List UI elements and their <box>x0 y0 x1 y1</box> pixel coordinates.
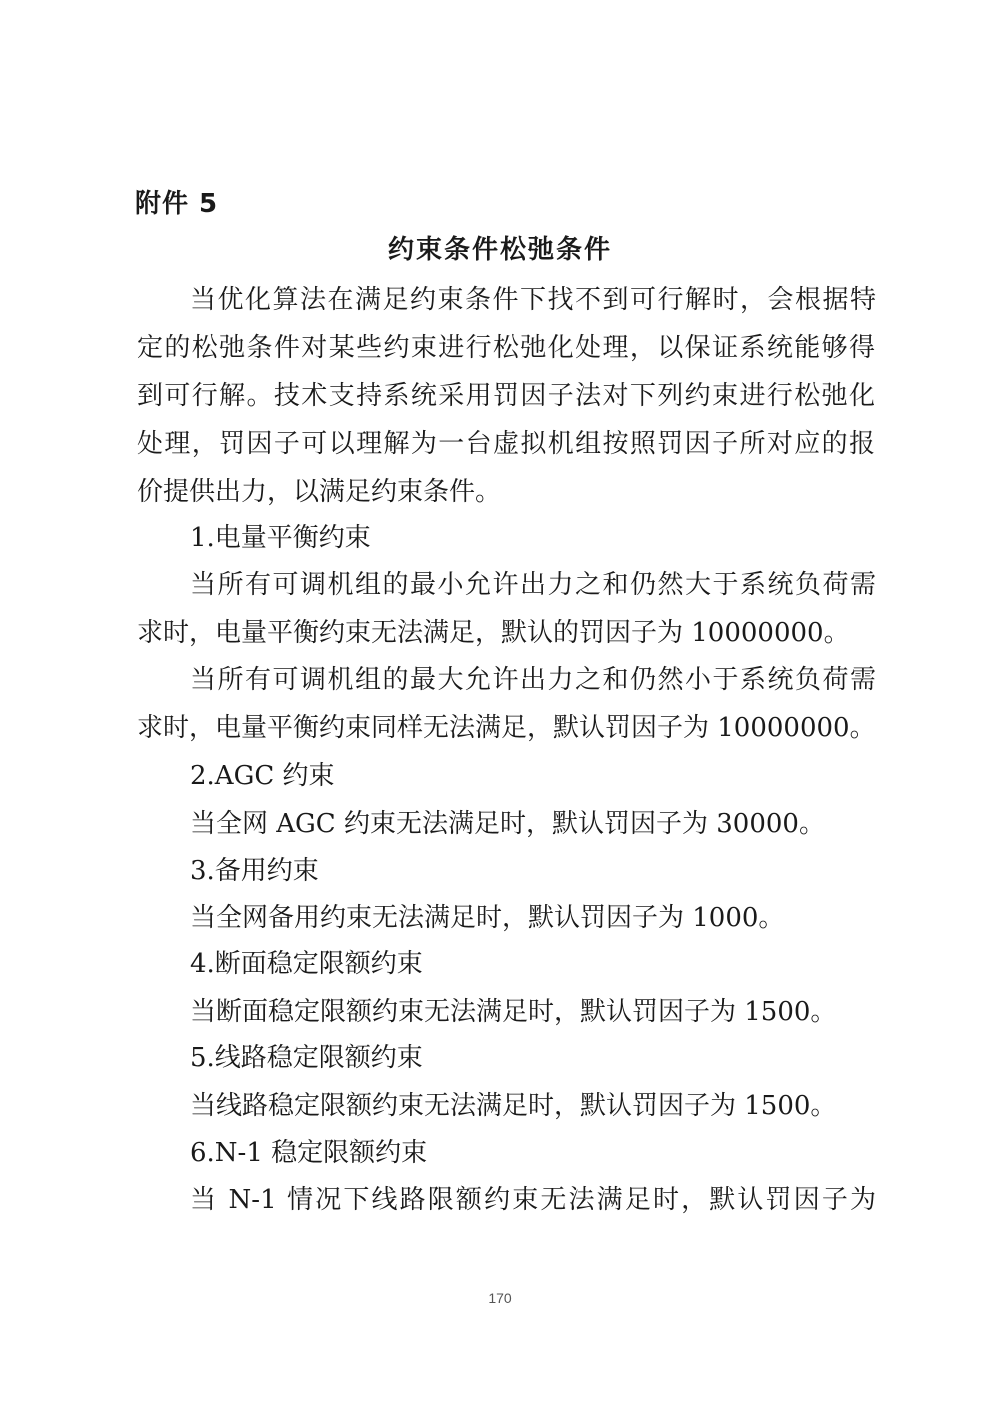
section-1-para-1-line-1: 当所有可调机组的最小允许出力之和仍然大于系统负荷需 <box>190 570 876 600</box>
page-title: 约束条件松弛条件 <box>387 235 612 265</box>
section-heading-2: 2.AGC 约束 <box>190 761 335 791</box>
section-1-para-2-line-2: 求时，电量平衡约束同样无法满足，默认罚因子为 10000000。 <box>137 713 876 743</box>
section-1-para-1-line-2: 求时，电量平衡约束无法满足，默认的罚因子为 10000000。 <box>137 618 850 648</box>
intro-line-5: 价提供出力，以满足约束条件。 <box>137 477 502 507</box>
attachment-label: 附件 5 <box>135 189 219 219</box>
section-heading-4: 4.断面稳定限额约束 <box>190 949 423 979</box>
section-heading-1: 1.电量平衡约束 <box>190 523 371 553</box>
section-4-text: 当断面稳定限额约束无法满足时，默认罚因子为 1500。 <box>190 997 837 1027</box>
section-5-text: 当线路稳定限额约束无法满足时，默认罚因子为 1500。 <box>190 1091 837 1121</box>
section-heading-5: 5.线路稳定限额约束 <box>190 1043 423 1073</box>
section-heading-6: 6.N-1 稳定限额约束 <box>190 1138 428 1168</box>
intro-line-3: 到可行解。技术支持系统采用罚因子法对下列约束进行松弛化 <box>137 381 875 411</box>
section-2-text: 当全网 AGC 约束无法满足时，默认罚因子为 30000。 <box>190 809 825 839</box>
section-6-text: 当 N-1 情况下线路限额约束无法满足时，默认罚因子为 <box>190 1185 876 1215</box>
intro-line-2: 定的松弛条件对某些约束进行松弛化处理，以保证系统能够得 <box>137 333 875 363</box>
intro-line-4: 处理，罚因子可以理解为一台虚拟机组按照罚因子所对应的报 <box>137 429 875 459</box>
intro-line-1: 当优化算法在满足约束条件下找不到可行解时，会根据特 <box>190 285 876 315</box>
section-3-text: 当全网备用约束无法满足时，默认罚因子为 1000。 <box>190 903 785 933</box>
section-1-para-2-line-1: 当所有可调机组的最大允许出力之和仍然小于系统负荷需 <box>190 665 876 695</box>
page-number: 170 <box>488 1290 512 1306</box>
section-heading-3: 3.备用约束 <box>190 856 319 886</box>
